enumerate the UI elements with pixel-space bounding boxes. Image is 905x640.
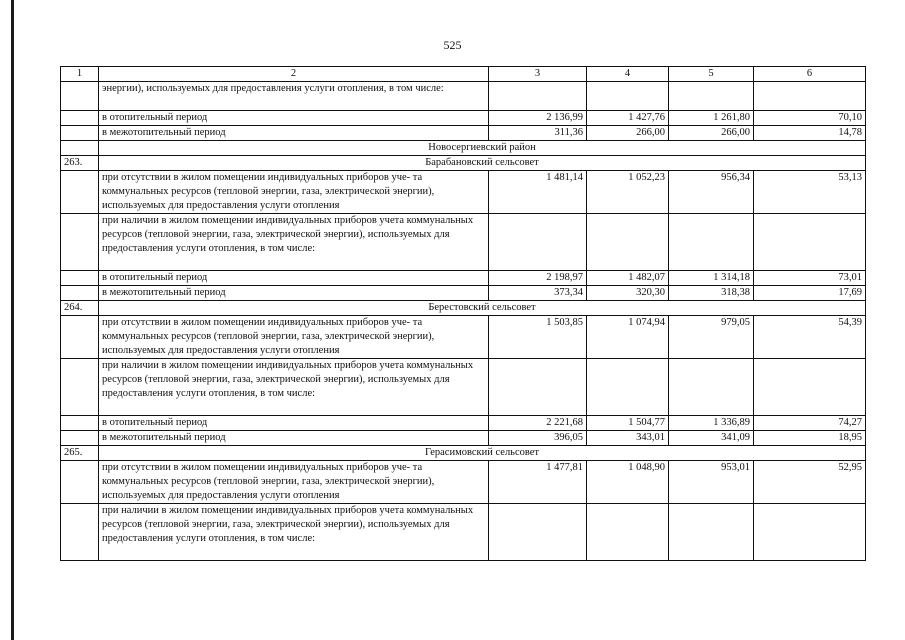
row-number-cell [61, 461, 99, 504]
value-col5 [669, 504, 754, 561]
value-col3: 1 503,85 [489, 316, 587, 359]
table-row [61, 461, 866, 504]
value-col5: 266,00 [669, 126, 754, 141]
description-cell: при отсутствии в жилом помещении индивидуальных приборов уче- та коммунальных ресурсов (тепловой энергии, газа, электрической энергии), используемых для предоставления услуги отопления [99, 316, 489, 359]
table-row [61, 111, 866, 126]
settlement-title: Герасимовский сельсовет [99, 446, 866, 461]
value-col6 [754, 214, 866, 271]
column-number-1: 1 [61, 67, 99, 82]
value-col3: 2 136,99 [489, 111, 587, 126]
description-cell: в отопительный период [99, 416, 489, 431]
description-cell: при отсутствии в жилом помещении индивидуальных приборов уче- та коммунальных ресурсов (тепловой энергии, газа, электрической энергии), используемых для предоставления услуги отопления [99, 171, 489, 214]
column-number-3: 3 [489, 67, 587, 82]
description-cell: энергии), используемых для предоставления услуги отопления, в том числе: [99, 82, 489, 111]
value-col4: 1 504,77 [587, 416, 669, 431]
value-col4: 1 074,94 [587, 316, 669, 359]
value-col4 [587, 82, 669, 111]
description-cell: при отсутствии в жилом помещении индивидуальных приборов уче- та коммунальных ресурсов (тепловой энергии, газа, электрической энергии), используемых для предоставления услуги отопления [99, 461, 489, 504]
value-col4: 1 482,07 [587, 271, 669, 286]
value-col4: 320,30 [587, 286, 669, 301]
table-row [61, 416, 866, 431]
value-col3 [489, 359, 587, 416]
description-cell: при наличии в жилом помещении индивидуальных приборов учета коммунальных ресурсов (тепловой энергии, газа, электрической энергии), используемых для предоставления услуги отопления, в том числе: [99, 504, 489, 561]
column-number-2: 2 [99, 67, 489, 82]
table-row [61, 214, 866, 271]
description-cell: при наличии в жилом помещении индивидуальных приборов учета коммунальных ресурсов (тепловой энергии, газа, электрической энергии), используемых для предоставления услуги отопления, в том числе: [99, 214, 489, 271]
column-number-6: 6 [754, 67, 866, 82]
page-number: 525 [443, 38, 462, 52]
tariff-table [60, 66, 866, 561]
value-col6: 74,27 [754, 416, 866, 431]
row-number-cell [61, 214, 99, 271]
value-col3 [489, 214, 587, 271]
value-col3 [489, 504, 587, 561]
table-row [61, 431, 866, 446]
description-cell: в отопительный период [99, 271, 489, 286]
value-col4: 1 048,90 [587, 461, 669, 504]
district-row [61, 141, 866, 156]
row-number-cell [61, 141, 99, 156]
value-col6: 17,69 [754, 286, 866, 301]
value-col6 [754, 359, 866, 416]
description-cell: в межотопительный период [99, 431, 489, 446]
value-col4: 266,00 [587, 126, 669, 141]
value-col5 [669, 214, 754, 271]
row-number-cell [61, 271, 99, 286]
table-row [61, 82, 866, 111]
value-col3: 1 481,14 [489, 171, 587, 214]
row-number-cell [61, 431, 99, 446]
row-number-cell [61, 171, 99, 214]
value-col5: 1 314,18 [669, 271, 754, 286]
value-col5: 979,05 [669, 316, 754, 359]
value-col6: 73,01 [754, 271, 866, 286]
value-col4: 1 052,23 [587, 171, 669, 214]
value-col6: 53,13 [754, 171, 866, 214]
row-number-cell [61, 111, 99, 126]
row-number-cell [61, 316, 99, 359]
row-number-cell: 263. [61, 156, 99, 171]
row-number-cell [61, 82, 99, 111]
table-row [61, 126, 866, 141]
column-number-5: 5 [669, 67, 754, 82]
row-number-cell [61, 286, 99, 301]
table-body [61, 82, 866, 561]
value-col3: 396,05 [489, 431, 587, 446]
table-row [61, 359, 866, 416]
value-col4: 1 427,76 [587, 111, 669, 126]
row-number-cell: 264. [61, 301, 99, 316]
value-col5: 341,09 [669, 431, 754, 446]
description-cell: в отопительный период [99, 111, 489, 126]
value-col6 [754, 504, 866, 561]
table-row [61, 171, 866, 214]
value-col5: 956,34 [669, 171, 754, 214]
value-col4 [587, 359, 669, 416]
table-row [61, 504, 866, 561]
table-row [61, 286, 866, 301]
description-cell: при наличии в жилом помещении индивидуальных приборов учета коммунальных ресурсов (тепловой энергии, газа, электрической энергии), используемых для предоставления услуги отопления, в том числе: [99, 359, 489, 416]
binding-edge-line [11, 0, 14, 640]
value-col3 [489, 82, 587, 111]
value-col3: 1 477,81 [489, 461, 587, 504]
settlement-title: Берестовский сельсовет [99, 301, 866, 316]
value-col6: 54,39 [754, 316, 866, 359]
column-number-row [61, 67, 866, 82]
settlement-row [61, 446, 866, 461]
value-col3: 2 198,97 [489, 271, 587, 286]
value-col5 [669, 82, 754, 111]
value-col3: 311,36 [489, 126, 587, 141]
value-col3: 2 221,68 [489, 416, 587, 431]
value-col5: 318,38 [669, 286, 754, 301]
row-number-cell [61, 416, 99, 431]
description-cell: в межотопительный период [99, 286, 489, 301]
settlement-row [61, 301, 866, 316]
value-col6: 14,78 [754, 126, 866, 141]
value-col3: 373,34 [489, 286, 587, 301]
table-row [61, 316, 866, 359]
value-col5: 1 261,80 [669, 111, 754, 126]
value-col6: 70,10 [754, 111, 866, 126]
value-col6 [754, 82, 866, 111]
row-number-cell [61, 359, 99, 416]
row-number-cell: 265. [61, 446, 99, 461]
settlement-row [61, 156, 866, 171]
value-col5: 953,01 [669, 461, 754, 504]
value-col5: 1 336,89 [669, 416, 754, 431]
district-title: Новосергиевский район [99, 141, 866, 156]
value-col4 [587, 504, 669, 561]
table-row [61, 271, 866, 286]
value-col5 [669, 359, 754, 416]
description-cell: в межотопительный период [99, 126, 489, 141]
value-col6: 52,95 [754, 461, 866, 504]
value-col6: 18,95 [754, 431, 866, 446]
column-number-4: 4 [587, 67, 669, 82]
row-number-cell [61, 126, 99, 141]
settlement-title: Барабановский сельсовет [99, 156, 866, 171]
row-number-cell [61, 504, 99, 561]
value-col4 [587, 214, 669, 271]
value-col4: 343,01 [587, 431, 669, 446]
